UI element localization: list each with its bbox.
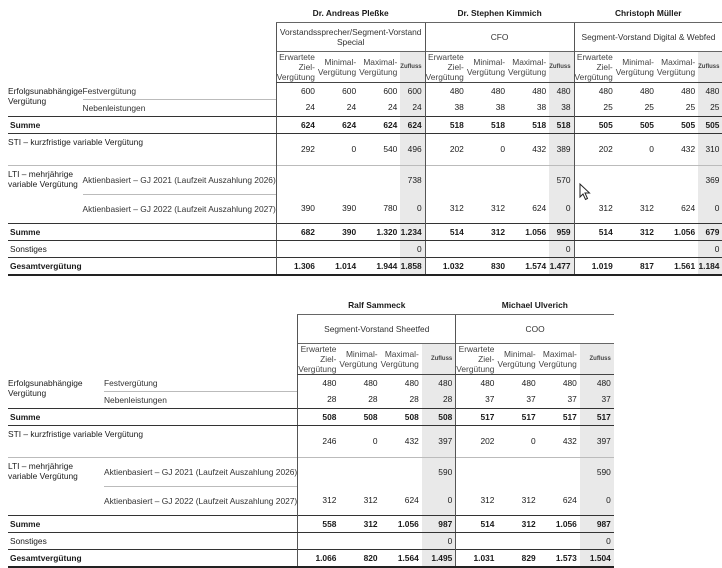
row-label: Gesamtvergütung bbox=[8, 549, 298, 567]
value-cell: 369 bbox=[698, 165, 722, 194]
value-cell: 480 bbox=[363, 378, 378, 388]
value-cell: 25 bbox=[574, 99, 616, 116]
value-cell: 518 bbox=[508, 116, 549, 133]
value-cell: 25 bbox=[685, 102, 696, 113]
value-cell: 829 bbox=[497, 549, 538, 567]
person-name: Christoph Müller bbox=[614, 8, 682, 18]
value-cell: 590 bbox=[422, 457, 456, 486]
value-cell bbox=[381, 532, 422, 549]
person-role: CFO bbox=[425, 23, 574, 52]
value-cell: 738 bbox=[400, 165, 425, 194]
value-cell: 312 bbox=[456, 486, 498, 515]
column-header: Zufluss bbox=[698, 52, 722, 83]
value-cell bbox=[539, 457, 580, 486]
value-cell: 0 bbox=[400, 194, 425, 223]
value-cell: 0 bbox=[351, 144, 357, 154]
column-header: Minimal-Vergütung bbox=[616, 52, 657, 83]
value-cell: 480 bbox=[456, 375, 498, 392]
value-cell: 312 bbox=[298, 486, 340, 515]
value-cell: 37 bbox=[580, 391, 614, 408]
value-cell: 37 bbox=[526, 394, 536, 405]
value-cell: 480 bbox=[574, 83, 616, 100]
value-cell: 517 bbox=[497, 408, 538, 425]
row-label: STI – kurzfristige variable Vergütung bbox=[8, 428, 143, 439]
value-cell: 1.320 bbox=[359, 223, 400, 240]
value-cell: 0 bbox=[549, 194, 574, 223]
value-cell: 518 bbox=[467, 116, 508, 133]
value-cell: 505 bbox=[698, 116, 722, 133]
value-cell: 390 bbox=[318, 223, 359, 240]
value-cell: 624 bbox=[318, 116, 359, 133]
person-name: Michael Ulverich bbox=[501, 300, 568, 310]
value-cell: 1.306 bbox=[276, 257, 318, 275]
value-cell: 1.574 bbox=[508, 257, 549, 275]
value-cell bbox=[657, 240, 698, 257]
person-role: COO bbox=[456, 315, 614, 344]
value-cell: 312 bbox=[639, 203, 654, 214]
value-cell: 1.504 bbox=[580, 549, 614, 567]
value-cell: 679 bbox=[698, 223, 722, 240]
value-cell: 1.561 bbox=[657, 257, 698, 275]
row-sublabel: Aktienbasiert – GJ 2021 (Laufzeit Auszahlung 2026) bbox=[83, 165, 277, 194]
row-label: Erfolgsunabhängige Vergütung bbox=[8, 85, 83, 106]
value-cell bbox=[497, 532, 538, 549]
column-header: Maximal-Vergütung bbox=[381, 344, 422, 375]
column-header: Minimal-Vergütung bbox=[467, 52, 508, 83]
value-cell: 312 bbox=[425, 194, 467, 223]
value-cell: 1.234 bbox=[400, 223, 425, 240]
value-cell: 518 bbox=[425, 116, 467, 133]
row-sublabel: Aktienbasiert – GJ 2022 (Laufzeit Auszahlung 2027) bbox=[104, 486, 298, 515]
value-cell: 496 bbox=[400, 133, 425, 165]
row-label: Erfolgsunabhängige Vergütung bbox=[8, 377, 83, 398]
value-cell: 600 bbox=[276, 83, 318, 100]
value-cell: 1.184 bbox=[698, 257, 722, 275]
value-cell bbox=[276, 240, 318, 257]
value-cell: 1.014 bbox=[318, 257, 359, 275]
value-cell: 624 bbox=[276, 116, 318, 133]
value-cell bbox=[467, 165, 508, 194]
row-label: Summe bbox=[8, 223, 276, 240]
value-cell: 432 bbox=[681, 144, 696, 154]
value-cell: 312 bbox=[339, 515, 380, 532]
value-cell: 1.031 bbox=[456, 549, 498, 567]
value-cell: 480 bbox=[425, 83, 467, 100]
value-cell: 24 bbox=[276, 99, 318, 116]
value-cell: 25 bbox=[644, 102, 654, 113]
value-cell: 1.066 bbox=[298, 549, 340, 567]
column-header: Minimal-Vergütung bbox=[339, 344, 380, 375]
value-cell: 780 bbox=[383, 203, 398, 214]
column-header: Erwartete Ziel-Vergütung bbox=[298, 344, 340, 375]
value-cell: 28 bbox=[298, 391, 340, 408]
value-cell: 570 bbox=[549, 165, 574, 194]
value-cell: 590 bbox=[580, 457, 614, 486]
value-cell: 37 bbox=[567, 394, 577, 405]
value-cell: 38 bbox=[536, 102, 547, 113]
value-cell: 0 bbox=[372, 436, 378, 446]
value-cell bbox=[425, 165, 467, 194]
value-cell: 25 bbox=[698, 99, 722, 116]
column-header: Erwartete Ziel-Vergütung bbox=[425, 52, 467, 83]
value-cell: 0 bbox=[500, 144, 506, 154]
value-cell bbox=[318, 240, 359, 257]
value-cell: 1.056 bbox=[657, 223, 698, 240]
value-cell: 1.564 bbox=[381, 549, 422, 567]
value-cell: 1.056 bbox=[539, 515, 580, 532]
value-cell: 38 bbox=[549, 99, 574, 116]
value-cell: 0 bbox=[698, 240, 722, 257]
value-cell bbox=[539, 532, 580, 549]
value-cell bbox=[657, 165, 698, 194]
value-cell: 518 bbox=[549, 116, 574, 133]
value-cell: 987 bbox=[580, 515, 614, 532]
compensation-table-1 bbox=[8, 4, 722, 276]
row-sublabel: Aktienbasiert – GJ 2021 (Laufzeit Auszahlung 2026) bbox=[104, 457, 298, 486]
person-name: Dr. Stephen Kimmich bbox=[457, 8, 542, 18]
value-cell: 1.056 bbox=[381, 515, 422, 532]
value-cell: 0 bbox=[698, 194, 722, 223]
value-cell bbox=[339, 457, 380, 486]
value-cell: 505 bbox=[657, 116, 698, 133]
value-cell: 0 bbox=[530, 436, 536, 446]
value-cell: 37 bbox=[456, 391, 498, 408]
value-cell: 1.573 bbox=[539, 549, 580, 567]
value-cell: 312 bbox=[363, 495, 378, 506]
row-label: Gesamtvergütung bbox=[8, 257, 276, 275]
value-cell: 514 bbox=[574, 223, 616, 240]
value-cell: 480 bbox=[404, 378, 419, 388]
value-cell bbox=[456, 457, 498, 486]
value-cell: 312 bbox=[521, 495, 536, 506]
value-cell: 517 bbox=[580, 408, 614, 425]
person-role: Segment-Vorstand Sheetfed bbox=[298, 315, 456, 344]
column-header: Zufluss bbox=[549, 52, 574, 83]
value-cell: 312 bbox=[574, 194, 616, 223]
value-cell: 508 bbox=[422, 408, 456, 425]
row-sublabel: Nebenleistungen bbox=[104, 391, 298, 408]
value-cell: 390 bbox=[276, 194, 318, 223]
value-cell bbox=[497, 457, 538, 486]
value-cell bbox=[298, 457, 340, 486]
value-cell: 24 bbox=[387, 102, 398, 113]
value-cell: 397 bbox=[580, 425, 614, 457]
value-cell: 830 bbox=[467, 257, 508, 275]
value-cell: 624 bbox=[359, 116, 400, 133]
value-cell: 480 bbox=[562, 378, 577, 388]
value-cell: 987 bbox=[422, 515, 456, 532]
row-label: Summe bbox=[8, 515, 298, 532]
value-cell: 0 bbox=[649, 144, 654, 154]
value-cell: 312 bbox=[616, 223, 657, 240]
row-label: Sonstiges bbox=[10, 243, 47, 254]
value-cell: 508 bbox=[381, 408, 422, 425]
row-sublabel: Nebenleistungen bbox=[83, 99, 277, 116]
value-cell: 24 bbox=[346, 102, 357, 113]
value-cell: 0 bbox=[422, 486, 456, 515]
row-label: Sonstiges bbox=[10, 535, 47, 546]
compensation-table-2 bbox=[8, 296, 614, 568]
value-cell bbox=[425, 240, 467, 257]
value-cell: 312 bbox=[497, 515, 538, 532]
value-cell: 480 bbox=[491, 86, 506, 96]
value-cell: 1.032 bbox=[425, 257, 467, 275]
value-cell: 0 bbox=[400, 240, 425, 257]
mouse-pointer-icon bbox=[579, 183, 591, 201]
column-header: Zufluss bbox=[400, 52, 425, 83]
row-label: LTI – mehrjährige variable Vergütung bbox=[8, 165, 83, 223]
column-header: Zufluss bbox=[422, 344, 456, 375]
column-header: Erwartete Ziel-Vergütung bbox=[574, 52, 616, 83]
column-header: Erwartete Ziel-Vergütung bbox=[456, 344, 498, 375]
value-cell: 38 bbox=[495, 102, 506, 113]
value-cell: 312 bbox=[491, 203, 506, 214]
row-sublabel: Aktienbasiert – GJ 2022 (Laufzeit Auszahlung 2027) bbox=[83, 194, 277, 223]
value-cell: 24 bbox=[400, 99, 425, 116]
value-cell: 505 bbox=[616, 116, 657, 133]
value-cell: 1.477 bbox=[549, 257, 574, 275]
person-name: Ralf Sammeck bbox=[348, 300, 406, 310]
value-cell: 28 bbox=[409, 394, 419, 405]
value-cell: 820 bbox=[339, 549, 380, 567]
value-cell bbox=[318, 165, 359, 194]
value-cell bbox=[298, 532, 340, 549]
value-cell: 480 bbox=[521, 378, 536, 388]
value-cell bbox=[574, 240, 616, 257]
value-cell: 514 bbox=[456, 515, 498, 532]
column-header: Maximal-Vergütung bbox=[657, 52, 698, 83]
column-header: Maximal-Vergütung bbox=[359, 52, 400, 83]
value-cell bbox=[339, 532, 380, 549]
value-cell: 517 bbox=[539, 408, 580, 425]
value-cell: 310 bbox=[698, 133, 722, 165]
value-cell: 1.858 bbox=[400, 257, 425, 275]
value-cell: 0 bbox=[580, 486, 614, 515]
column-header: Minimal-Vergütung bbox=[318, 52, 359, 83]
value-cell: 1.944 bbox=[359, 257, 400, 275]
value-cell bbox=[616, 240, 657, 257]
value-cell: 558 bbox=[298, 515, 340, 532]
value-cell: 600 bbox=[400, 83, 425, 100]
value-cell: 312 bbox=[467, 223, 508, 240]
value-cell: 624 bbox=[562, 495, 577, 506]
value-cell: 292 bbox=[276, 133, 318, 165]
row-label: Summe bbox=[8, 116, 276, 133]
row-label: STI – kurzfristige variable Vergütung bbox=[8, 136, 143, 147]
value-cell: 1.495 bbox=[422, 549, 456, 567]
value-cell bbox=[456, 532, 498, 549]
column-header: Erwartete Ziel-Vergütung bbox=[276, 52, 318, 83]
value-cell: 397 bbox=[422, 425, 456, 457]
value-cell: 600 bbox=[383, 86, 398, 96]
row-label: LTI – mehrjährige variable Vergütung bbox=[8, 457, 104, 515]
person-role: Vorstandssprecher/Segment-Vorstand Special bbox=[276, 23, 425, 52]
value-cell: 817 bbox=[616, 257, 657, 275]
column-header: Minimal-Vergütung bbox=[497, 344, 538, 375]
value-cell: 508 bbox=[298, 408, 340, 425]
value-cell: 508 bbox=[339, 408, 380, 425]
value-cell: 505 bbox=[574, 116, 616, 133]
value-cell: 0 bbox=[580, 532, 614, 549]
value-cell: 28 bbox=[368, 394, 378, 405]
value-cell: 432 bbox=[562, 436, 577, 446]
value-cell: 432 bbox=[404, 436, 419, 446]
value-cell: 624 bbox=[404, 495, 419, 506]
value-cell: 600 bbox=[342, 86, 357, 96]
value-cell: 540 bbox=[383, 144, 398, 154]
row-sublabel: Festvergütung bbox=[82, 85, 137, 96]
value-cell: 202 bbox=[456, 425, 498, 457]
value-cell bbox=[467, 240, 508, 257]
column-header: Zufluss bbox=[580, 344, 614, 375]
value-cell: 480 bbox=[422, 375, 456, 392]
value-cell: 0 bbox=[549, 240, 574, 257]
value-cell bbox=[616, 165, 657, 194]
value-cell: 432 bbox=[532, 144, 547, 154]
value-cell: 1.019 bbox=[574, 257, 616, 275]
person-role: Segment-Vorstand Digital & Webfed bbox=[574, 23, 722, 52]
value-cell: 480 bbox=[532, 86, 547, 96]
value-cell: 246 bbox=[298, 425, 340, 457]
value-cell: 624 bbox=[532, 203, 547, 214]
value-cell: 38 bbox=[425, 99, 467, 116]
value-cell: 682 bbox=[276, 223, 318, 240]
column-header: Maximal-Vergütung bbox=[508, 52, 549, 83]
value-cell bbox=[276, 165, 318, 194]
value-cell: 202 bbox=[574, 133, 616, 165]
value-cell: 514 bbox=[425, 223, 467, 240]
value-cell: 389 bbox=[549, 133, 574, 165]
column-header: Maximal-Vergütung bbox=[539, 344, 580, 375]
value-cell bbox=[508, 165, 549, 194]
value-cell: 480 bbox=[698, 83, 722, 100]
value-cell: 480 bbox=[298, 375, 340, 392]
value-cell: 390 bbox=[342, 203, 357, 214]
value-cell: 28 bbox=[422, 391, 456, 408]
value-cell: 480 bbox=[580, 375, 614, 392]
value-cell: 202 bbox=[425, 133, 467, 165]
value-cell: 480 bbox=[639, 86, 654, 96]
value-cell bbox=[381, 457, 422, 486]
value-cell: 1.056 bbox=[508, 223, 549, 240]
value-cell: 480 bbox=[549, 83, 574, 100]
value-cell: 959 bbox=[549, 223, 574, 240]
value-cell: 624 bbox=[681, 203, 696, 214]
row-label: Summe bbox=[8, 408, 298, 425]
value-cell bbox=[359, 165, 400, 194]
value-cell bbox=[508, 240, 549, 257]
value-cell: 0 bbox=[422, 532, 456, 549]
value-cell: 517 bbox=[456, 408, 498, 425]
value-cell bbox=[359, 240, 400, 257]
person-name: Dr. Andreas Pleßke bbox=[312, 8, 389, 18]
value-cell: 480 bbox=[681, 86, 696, 96]
value-cell: 624 bbox=[400, 116, 425, 133]
row-sublabel: Festvergütung bbox=[104, 377, 158, 388]
